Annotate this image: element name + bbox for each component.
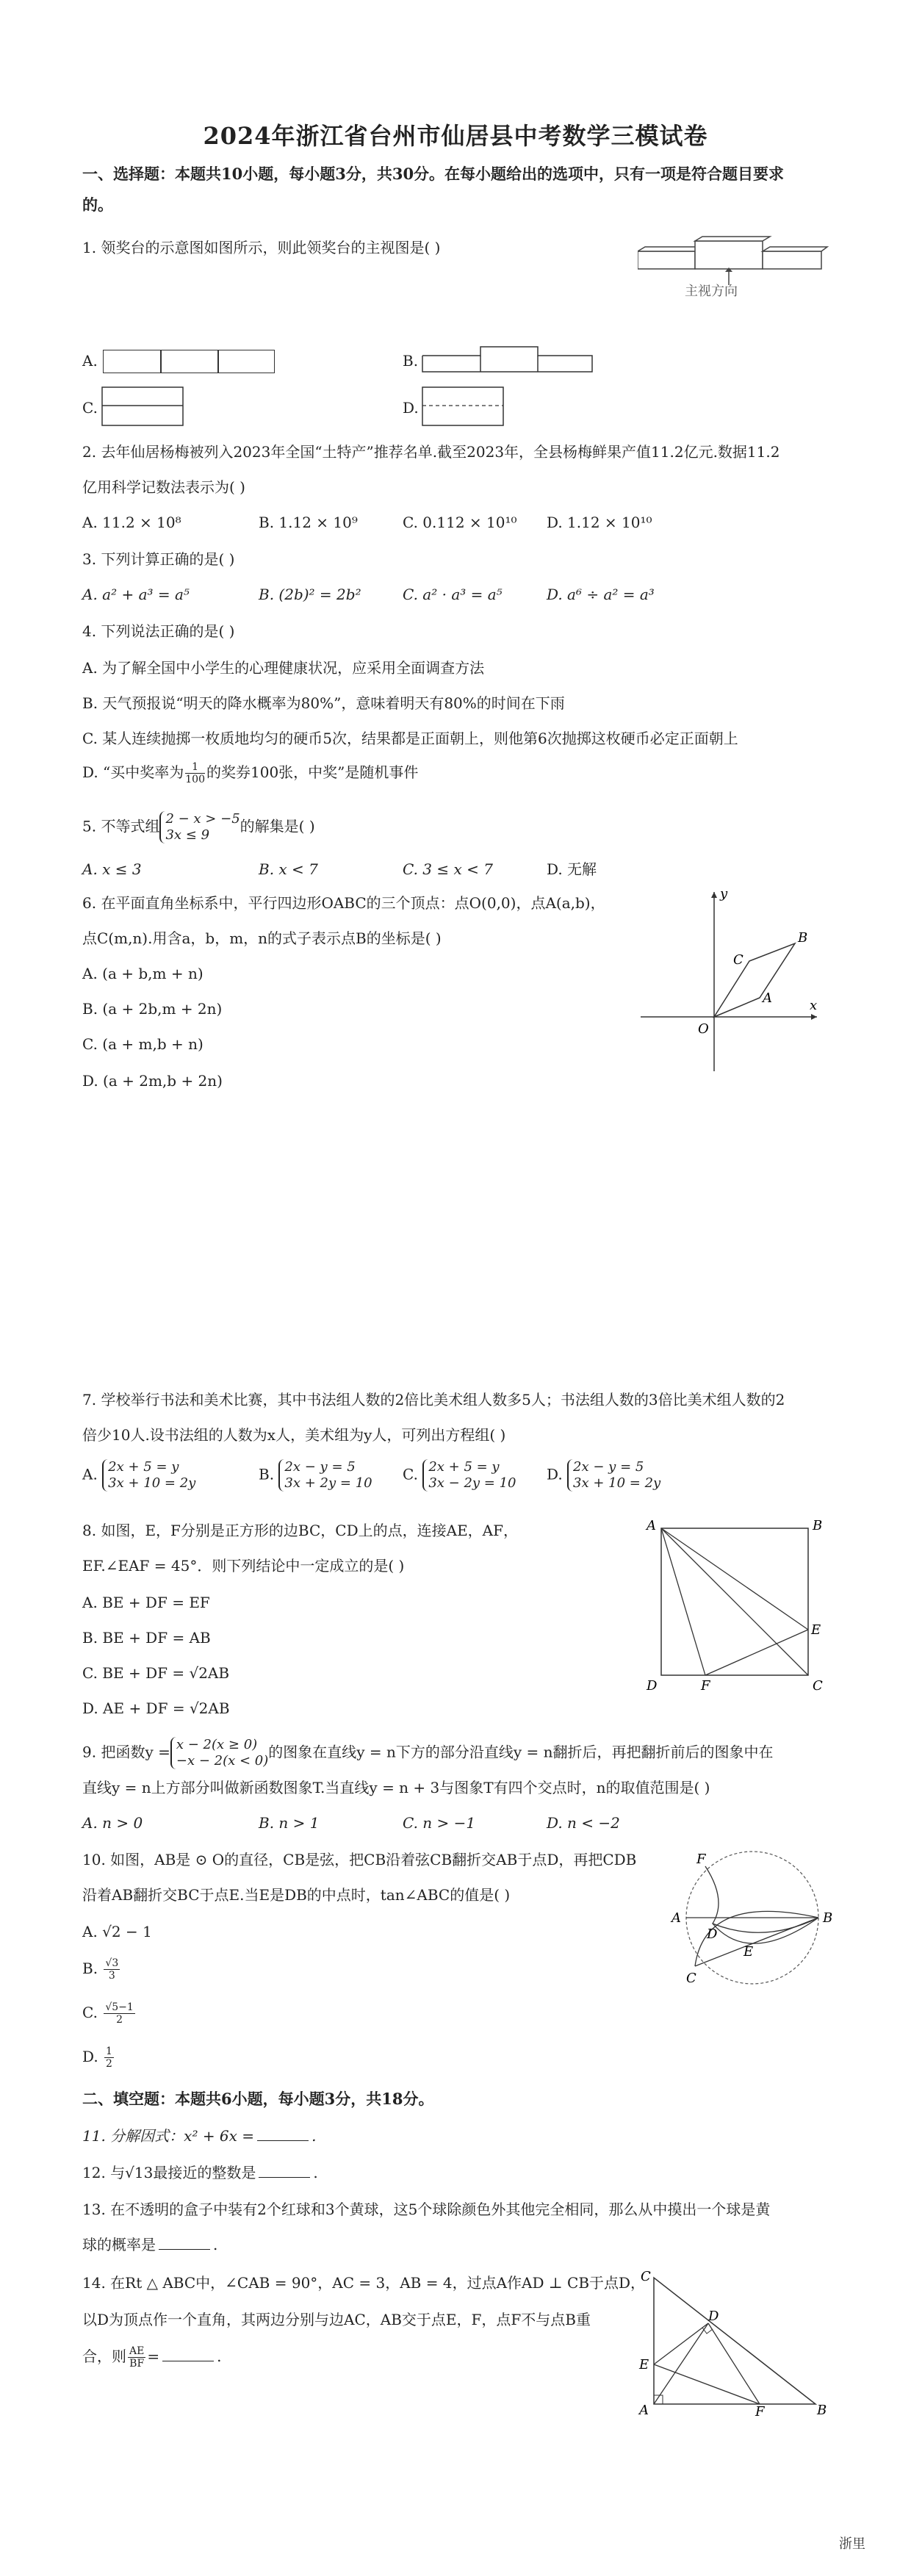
q7-d-row2: 3x + 10 = 2y bbox=[573, 1475, 661, 1491]
q1-stem: 1. 领奖台的示意图如图所示，则此领奖台的主视图是( ) bbox=[82, 239, 441, 256]
q7-c-system bbox=[422, 1459, 516, 1492]
q10-c-num: √5−1 bbox=[105, 2001, 134, 2013]
q11-answer-blank[interactable] bbox=[257, 2140, 309, 2141]
q10-c-fraction bbox=[104, 2001, 134, 2026]
q5-pre: 5. 不等式组 bbox=[82, 817, 160, 835]
q5-option-a[interactable]: A. x ≤ 3 bbox=[82, 860, 142, 878]
q7-d-system bbox=[567, 1459, 660, 1492]
q3-option-b[interactable]: B. (2b)² = 2b² bbox=[259, 586, 361, 603]
q2-option-d[interactable]: D. 1.12 × 10¹⁰ bbox=[547, 514, 652, 531]
q7-option-a[interactable] bbox=[82, 1459, 195, 1492]
q12-answer-blank[interactable] bbox=[259, 2177, 310, 2178]
q1-option-b[interactable]: B. bbox=[403, 352, 419, 370]
q7-option-b[interactable] bbox=[259, 1459, 372, 1492]
q10-stem-line1: 10. 如图，AB是 ⊙ O的直径，CB是弦，把CB沿着弦CB翻折交AB于点D，再把CDB bbox=[82, 1851, 637, 1868]
q3-option-a[interactable]: A. a² + a³ = a⁵ bbox=[82, 586, 190, 603]
q12-stem bbox=[82, 2162, 318, 2184]
q8-d-label: D bbox=[647, 1678, 658, 1694]
q12-pre: 12. 与√13最接近的整数是 bbox=[82, 2164, 256, 2181]
q14-f-label: F bbox=[755, 2404, 765, 2417]
q6-c-label: C bbox=[733, 952, 743, 968]
q14-fraction bbox=[128, 2345, 145, 2370]
q10-b-label: B. bbox=[82, 1960, 98, 1977]
q6-b-label: B bbox=[798, 930, 808, 946]
q9-system bbox=[170, 1737, 268, 1769]
q8-e-label: E bbox=[811, 1622, 821, 1638]
q10-a-label: A bbox=[671, 1910, 681, 1926]
q8-b-label: B bbox=[813, 1518, 823, 1533]
q10-c-label: C. bbox=[82, 2004, 98, 2021]
q1-option-d[interactable]: D. bbox=[403, 399, 419, 417]
q10-b-label-fig: B bbox=[823, 1910, 833, 1926]
q9-stem-line2: 直线y = n上方部分叫做新函数图象T.当直线y = n + 3与图象T有四个交点时，n的取值范围是( ) bbox=[82, 1779, 710, 1796]
q2-option-b[interactable]: B. 1.12 × 10⁹ bbox=[259, 514, 358, 531]
q1-option-a[interactable]: A. bbox=[82, 352, 98, 370]
q14-frac-den: BF bbox=[129, 2358, 145, 2370]
q10-e-label-fig: E bbox=[743, 1944, 754, 1960]
q13-post: . bbox=[213, 2236, 218, 2253]
q13-stem-line2 bbox=[82, 2234, 217, 2256]
q10-d-label-fig: D bbox=[707, 1926, 718, 1942]
q5-system bbox=[159, 811, 240, 843]
q14-stem-line3 bbox=[82, 2345, 221, 2370]
q7-b-system bbox=[278, 1459, 372, 1492]
q14-frac-num: AE bbox=[129, 2345, 145, 2357]
q7-stem-line2: 倍少10人.设书法组的人数为x人，美术组为y人，可列出方程组( ) bbox=[82, 1426, 506, 1444]
q14-b-label: B bbox=[817, 2403, 827, 2417]
q5-option-c[interactable]: C. 3 ≤ x < 7 bbox=[403, 860, 493, 878]
q10-c-den: 2 bbox=[116, 2014, 123, 2026]
q10-d-label: D. bbox=[82, 2048, 98, 2065]
q10-b-num: √3 bbox=[105, 1957, 119, 1969]
q4-d-frac-num: 1 bbox=[185, 761, 205, 774]
q14-line3-pre: 合，则 bbox=[82, 2347, 126, 2365]
q2-option-c[interactable]: C. 0.112 × 10¹⁰ bbox=[403, 514, 517, 531]
q14-stem-line1: 14. 在Rt △ ABC中，∠CAB = 90°，AC = 3，AB = 4，过点A作AD ⊥ CB于点D， bbox=[82, 2274, 646, 2292]
q2-option-a[interactable]: A. 11.2 × 10⁸ bbox=[82, 514, 181, 531]
q7-c-row1: 2x + 5 = y bbox=[428, 1459, 500, 1475]
q7-b-row2: 3x + 2y = 10 bbox=[284, 1475, 372, 1491]
q10-stem-line2: 沿着AB翻折交BC于点E.当E是DB的中点时，tan∠ABC的值是( ) bbox=[82, 1886, 511, 1904]
q8-option-a[interactable]: A. BE + DF = EF bbox=[82, 1594, 210, 1611]
q1-option-a-shape bbox=[103, 350, 275, 373]
q8-option-d[interactable]: D. AE + DF = √2AB bbox=[82, 1699, 230, 1717]
q7-a-row2: 3x + 10 = 2y bbox=[108, 1475, 196, 1491]
q10-d-num: 1 bbox=[106, 2046, 112, 2057]
q7-c-row2: 3x − 2y = 10 bbox=[428, 1475, 516, 1491]
q6-y-label: y bbox=[720, 888, 728, 902]
q9-option-c[interactable]: C. n > −1 bbox=[403, 1814, 476, 1832]
q7-b-row1: 2x − y = 5 bbox=[284, 1459, 356, 1475]
q1-podium-figure bbox=[638, 234, 829, 307]
q7-a-row1: 2x + 5 = y bbox=[108, 1459, 179, 1475]
q4-d-fraction bbox=[185, 761, 205, 785]
section-1-line1: 一、选择题：本题共10小题，每小题3分，共30分。在每小题给出的选项中，只有一项是符合题目要求 bbox=[82, 165, 785, 183]
q4-option-c[interactable]: C. 某人连续抛掷一枚质地均匀的硬币5次，结果都是正面朝上，则他第6次抛掷这枚硬币必定正面朝上 bbox=[82, 730, 738, 747]
q9-sys-row2: −x − 2(x < 0) bbox=[176, 1753, 269, 1769]
q10-circle-figure bbox=[661, 1849, 838, 1988]
q14-line3-post: = bbox=[147, 2347, 160, 2365]
q5-post: 的解集是( ) bbox=[240, 817, 315, 835]
q7-a-system bbox=[102, 1459, 195, 1492]
q9-option-d[interactable]: D. n < −2 bbox=[547, 1814, 620, 1832]
q4-d-pre: D. “买中奖率为 bbox=[82, 763, 184, 781]
q7-a-label: A. bbox=[82, 1465, 98, 1483]
q14-end: . bbox=[217, 2347, 222, 2365]
q2-stem-line1: 2. 去年仙居杨梅被列入2023年全国“土特产”推荐名单.截至2023年，全县杨梅鲜果产值11.2亿元.数据11.2 bbox=[82, 443, 780, 461]
q8-option-b[interactable]: B. BE + DF = AB bbox=[82, 1629, 211, 1647]
q1-option-d-shape bbox=[422, 386, 510, 431]
q10-f-label-fig: F bbox=[696, 1852, 706, 1867]
q6-a-label: A bbox=[763, 990, 772, 1006]
q10-d-den: 2 bbox=[106, 2058, 112, 2070]
q8-stem-line2: EF.∠EAF = 45°．则下列结论中一定成立的是( ) bbox=[82, 1557, 405, 1575]
q7-d-label: D. bbox=[547, 1465, 563, 1483]
q4-d-post: 的奖券100张，中奖”是随机事件 bbox=[206, 763, 419, 781]
section-2-heading: 二、填空题：本题共6小题，每小题3分，共18分。 bbox=[82, 2090, 434, 2108]
q7-b-label: B. bbox=[259, 1465, 275, 1483]
q8-square-figure bbox=[639, 1514, 830, 1705]
q13-line2-text: 球的概率是 bbox=[82, 2236, 156, 2253]
q4-option-b[interactable]: B. 天气预报说“明天的降水概率为80%”，意味着明天有80%的时间在下雨 bbox=[82, 694, 565, 712]
q10-option-d[interactable] bbox=[82, 2046, 115, 2070]
q6-x-label: x bbox=[810, 998, 818, 1013]
q10-c-label-fig: C bbox=[686, 1971, 696, 1986]
q10-b-fraction bbox=[104, 1957, 120, 1982]
q3-option-c[interactable]: C. a² · a³ = a⁵ bbox=[403, 586, 503, 603]
q4-stem: 4. 下列说法正确的是( ) bbox=[82, 622, 235, 640]
q14-c-label: C bbox=[641, 2270, 651, 2284]
q4-option-d[interactable] bbox=[82, 761, 418, 785]
q1-option-b-shape bbox=[422, 345, 598, 375]
q13-answer-blank[interactable] bbox=[159, 2249, 210, 2250]
q7-d-row1: 2x − y = 5 bbox=[573, 1459, 644, 1475]
q1-option-c[interactable]: C. bbox=[82, 399, 98, 417]
q1-view-direction-label: 主视方向 bbox=[685, 284, 738, 299]
q9-sys-row1: x − 2(x ≥ 0) bbox=[176, 1737, 258, 1752]
q4-d-frac-den: 100 bbox=[185, 774, 205, 785]
section-1-line2: 的。 bbox=[82, 195, 113, 214]
q14-a-label: A bbox=[639, 2403, 649, 2417]
q11-stem bbox=[82, 2125, 316, 2147]
q9-pre: 9. 把函数y = bbox=[82, 1743, 170, 1761]
q8-stem-line1: 8. 如图，E，F分别是正方形的边BC，CD上的点，连接AE，AF， bbox=[82, 1522, 518, 1539]
q14-e-label: E bbox=[639, 2357, 649, 2372]
q8-option-c[interactable]: C. BE + DF = √2AB bbox=[82, 1664, 230, 1682]
footer-mark: 浙里 bbox=[839, 2536, 865, 2552]
q11-post: . bbox=[312, 2127, 317, 2145]
q6-option-c[interactable]: C. (a + m,b + n) bbox=[82, 1035, 204, 1053]
q9-stem-line1 bbox=[82, 1737, 774, 1769]
q6-stem-line1: 6. 在平面直角坐标系中，平行四边形OABC的三个顶点：点O(0,0)，点A(a,b)， bbox=[82, 894, 605, 912]
q10-option-b[interactable] bbox=[82, 1957, 121, 1982]
q8-c-label: C bbox=[813, 1678, 823, 1694]
q14-stem-line2: 以D为顶点作一个直角，其两边分别与边AC，AB交于点E，F，点F不与点B重 bbox=[82, 2311, 591, 2328]
q10-d-fraction bbox=[104, 2046, 114, 2070]
q6-option-b[interactable]: B. (a + 2b,m + 2n) bbox=[82, 1000, 223, 1018]
q6-o-label: O bbox=[698, 1021, 709, 1037]
q5-option-b[interactable]: B. x < 7 bbox=[259, 860, 318, 878]
q10-option-a[interactable]: A. √2 − 1 bbox=[82, 1923, 152, 1940]
q10-b-den: 3 bbox=[108, 1970, 115, 1982]
q1-a-divider-2 bbox=[217, 350, 219, 373]
q13-stem-line1: 13. 在不透明的盒子中装有2个红球和3个黄球，这5个球除颜色外其他完全相同，那么从中摸出一个球是黄 bbox=[82, 2201, 771, 2218]
q6-option-a[interactable]: A. (a + b,m + n) bbox=[82, 965, 204, 982]
q8-a-label: A bbox=[647, 1518, 656, 1533]
q7-option-d[interactable] bbox=[547, 1459, 660, 1492]
q7-stem-line1: 7. 学校举行书法和美术比赛，其中书法组人数的2倍比美术组人数多5人；书法组人数的3倍比美术组人数的2 bbox=[82, 1391, 785, 1408]
page-title: 2024年浙江省台州市仙居县中考数学三模试卷 bbox=[203, 122, 708, 150]
q12-post: . bbox=[313, 2164, 318, 2181]
q9-option-a[interactable]: A. n > 0 bbox=[82, 1814, 143, 1832]
q8-f-label: F bbox=[701, 1678, 710, 1694]
q14-d-label: D bbox=[708, 2309, 719, 2324]
section-1-heading bbox=[82, 159, 839, 220]
q5-sys-row2: 3x ≤ 9 bbox=[165, 827, 210, 843]
q1-option-c-shape bbox=[101, 386, 190, 431]
q10-option-c[interactable] bbox=[82, 2001, 137, 2026]
q6-option-d[interactable]: D. (a + 2m,b + 2n) bbox=[82, 1072, 223, 1090]
q7-option-c[interactable] bbox=[403, 1459, 516, 1492]
q1-a-divider-1 bbox=[160, 350, 162, 373]
q5-stem bbox=[82, 811, 315, 843]
q5-sys-row1: 2 − x > −5 bbox=[165, 811, 240, 827]
q2-stem-line2: 亿用科学记数法表示为( ) bbox=[82, 478, 245, 496]
q5-option-d[interactable]: D. 无解 bbox=[547, 860, 597, 878]
q11-pre: 11. 分解因式：x² + 6x = bbox=[82, 2127, 255, 2145]
q9-option-b[interactable]: B. n > 1 bbox=[259, 1814, 320, 1832]
q4-option-a[interactable]: A. 为了解全国中小学生的心理健康状况，应采用全面调查方法 bbox=[82, 659, 485, 677]
q6-parallelogram-figure bbox=[633, 888, 824, 1079]
q9-post: 的图象在直线y = n下方的部分沿直线y = n翻折后，再把翻折前后的图象中在 bbox=[268, 1743, 774, 1761]
q3-option-d[interactable]: D. a⁶ ÷ a² = a³ bbox=[547, 586, 655, 603]
q7-c-label: C. bbox=[403, 1465, 418, 1483]
q3-stem: 3. 下列计算正确的是( ) bbox=[82, 550, 235, 568]
q14-triangle-figure bbox=[632, 2270, 830, 2417]
q6-stem-line2: 点C(m,n).用含a，b，m，n的式子表示点B的坐标是( ) bbox=[82, 929, 442, 947]
